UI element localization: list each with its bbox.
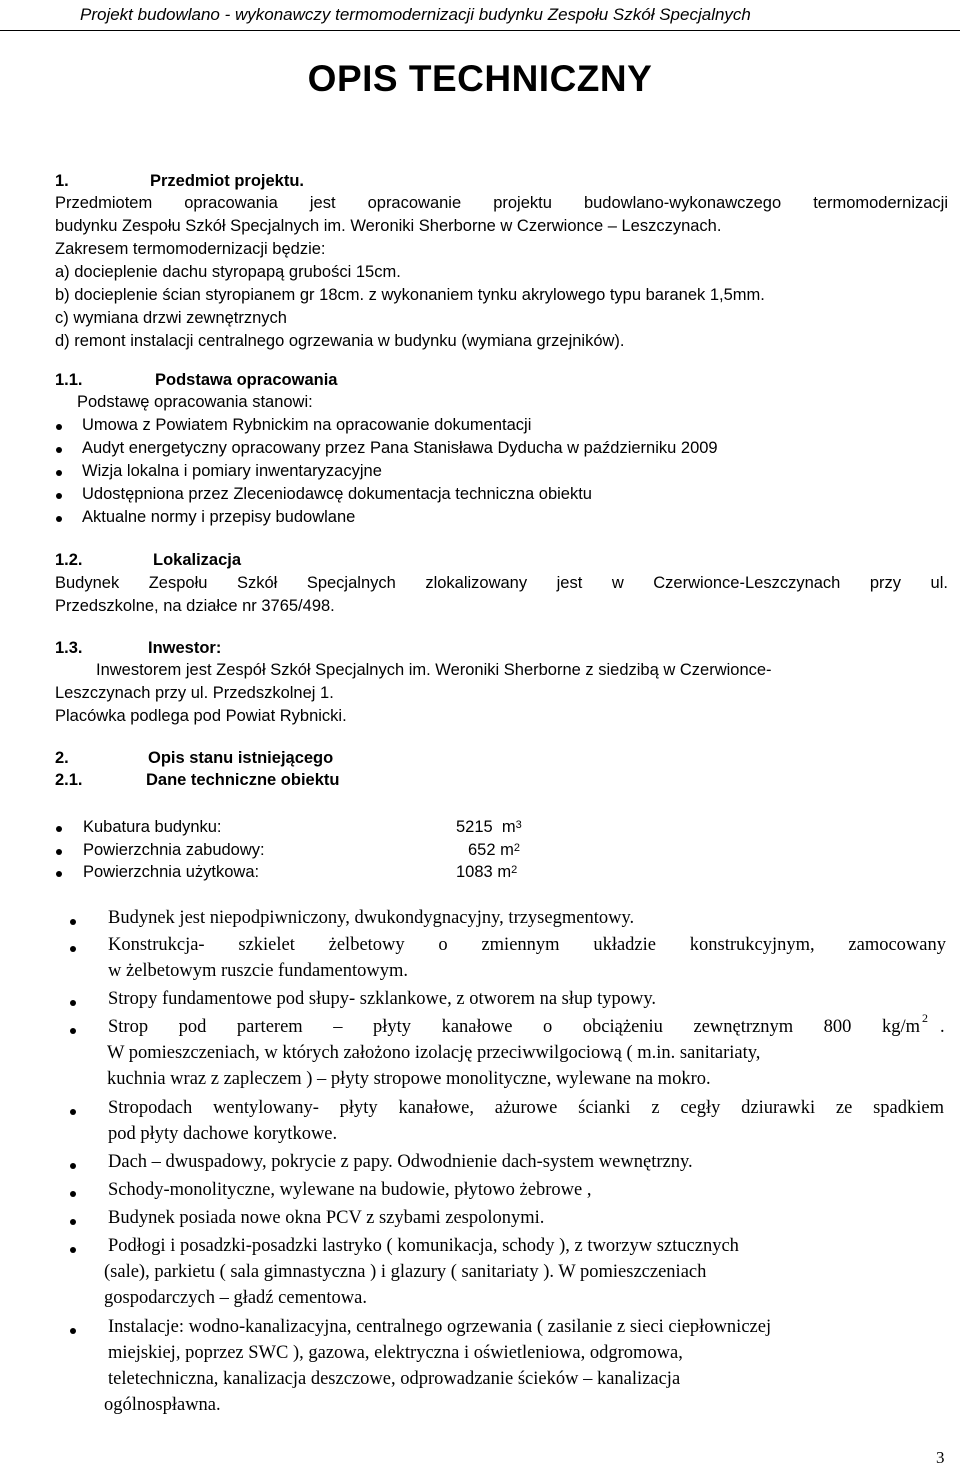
description-item: Strop pod parterem – płyty kanałowe o obciążeniu zewnętrznym 800 kg/m: [108, 1017, 920, 1037]
section-1-2-number: 1.2.: [55, 551, 83, 569]
bullet-icon: [70, 946, 76, 952]
section-1-3-line-3: Placówka podlega pod Powiat Rybnicki.: [55, 707, 347, 725]
description-item: Instalacje: wodno-kanalizacyjna, centralnego ogrzewania ( zasilanie z sieci ciepłowniczej: [108, 1317, 772, 1337]
description-item-continued: (sale), parkietu ( sala gimnastyczna ) i glazury ( sanitariaty ). W pomieszczeniach: [104, 1262, 707, 1282]
section-1-2-line-2: Przedszkolne, na działce nr 3765/498.: [55, 597, 335, 615]
basis-item: Aktualne normy i przepisy budowlane: [82, 508, 356, 526]
description-item-continued: w żelbetowym ruszcie fundamentowym.: [108, 961, 409, 981]
bullet-icon: [56, 424, 62, 430]
description-item: Budynek posiada nowe okna PCV z szybami zespolonymi.: [108, 1208, 545, 1228]
bullet-icon: [70, 1219, 76, 1225]
description-item: Dach – dwuspadowy, pokrycie z papy. Odwodnienie dach-system wewnętrzny.: [108, 1152, 693, 1172]
description-item-continued: pod płyty dachowe korytkowe.: [108, 1124, 338, 1144]
description-item-continued: kuchnia wraz z zapleczem ) – płyty stropowe monolityczne, wylewane na mokro.: [107, 1069, 711, 1089]
section-1-line-1: Przedmiotem opracowania jest opracowanie projektu budowlano-wykonawczego termomodernizacji: [55, 194, 948, 212]
description-item-continued: ogólnospławna.: [104, 1395, 221, 1415]
description-item-continued: gospodarczych – gładź cementowa.: [104, 1288, 368, 1308]
tech-data-value: 5215 $m^3$: [456, 818, 522, 836]
section-1-line-2: budynku Zespołu Szkół Specjalnych im. Weroniki Sherborne w Czerwionce – Leszczynach.: [55, 217, 722, 235]
bullet-icon: [56, 447, 62, 453]
description-item-continued: W pomieszczeniach, w których założono izolację przeciwwilgociową ( m.in. sanitariaty,: [107, 1043, 761, 1063]
section-1-2-line-1: Budynek Zespołu Szkół Specjalnych zlokalizowany jest w Czerwionce-Leszczynach przy ul.: [55, 574, 948, 592]
section-1-3-number: 1.3.: [55, 639, 83, 657]
section-1-1-number: 1.1.: [55, 371, 83, 389]
description-item: Stropodach wentylowany- płyty kanałowe, ażurowe ścianki z cegły dziurawki ze spadkiem: [108, 1098, 944, 1118]
section-1-1-heading: Podstawa opracowania: [155, 371, 338, 389]
scope-item: c) wymiana drzwi zewnętrznych: [55, 309, 287, 327]
scope-item: b) docieplenie ścian styropianem gr 18cm. z wykonaniem tynku akrylowego typu baranek 1,5mm.: [55, 286, 765, 304]
basis-item: Umowa z Powiatem Rybnickim na opracowanie dokumentacji: [82, 416, 532, 434]
bullet-icon: [70, 1328, 76, 1334]
tech-data-label: Kubatura budynku:: [83, 818, 222, 836]
bullet-icon: [70, 1028, 76, 1034]
bullet-icon: [56, 849, 62, 855]
bullet-icon: [70, 1191, 76, 1197]
section-1-1-intro: Podstawę opracowania stanowi:: [77, 393, 313, 411]
section-1-heading: Przedmiot projektu.: [150, 172, 305, 190]
description-item: Podłogi i posadzki-posadzki lastryko ( komunikacja, schody ), z tworzyw sztucznych: [108, 1236, 739, 1256]
description-item-continued: miejskiej, poprzez SWC ), gazowa, elektryczna i oświetleniowa, odgromowa,: [108, 1343, 683, 1363]
section-2-1-heading: Dane techniczne obiektu: [146, 771, 340, 789]
document-title: OPIS TECHNICZNY: [307, 58, 653, 99]
bullet-icon: [70, 1163, 76, 1169]
bullet-icon: [70, 1109, 76, 1115]
section-2-1-number: 2.1.: [55, 771, 83, 789]
section-1-3-heading: Inwestor:: [148, 639, 222, 657]
scope-item: d) remont instalacji centralnego ogrzewania w budynku (wymiana grzejników).: [55, 332, 625, 350]
tech-data-value: 1083 $m^2$: [456, 863, 518, 881]
description-item: Stropy fundamentowe pod słupy- szklankowe, z otworem na słup typowy.: [108, 989, 657, 1009]
tech-data-label: Powierzchnia użytkowa:: [83, 863, 260, 881]
page-header: Projekt budowlano - wykonawczy termomodernizacji budynku Zespołu Szkół Specjalnych: [0, 0, 960, 31]
superscript: 2: [922, 1011, 928, 1025]
section-1-3-line-2: Leszczynach przy ul. Przedszkolnej 1.: [55, 684, 334, 702]
bullet-icon: [70, 1247, 76, 1253]
page-number: 3: [936, 1448, 945, 1467]
tech-data-label: Powierzchnia zabudowy:: [83, 841, 265, 859]
bullet-icon: [56, 871, 62, 877]
basis-item: Wizja lokalna i pomiary inwentaryzacyjne: [82, 462, 382, 480]
section-2-heading: Opis stanu istniejącego: [148, 749, 334, 767]
scope-item: a) docieplenie dachu styropapą grubości 15cm.: [55, 263, 401, 281]
section-2-number: 2.: [55, 749, 69, 767]
section-1-line-3: Zakresem termomodernizacji będzie:: [55, 240, 326, 258]
basis-item: Audyt energetyczny opracowany przez Pana Stanisława Dyducha w październiku 2009: [82, 439, 718, 457]
description-item-continued: teletechniczna, kanalizacja deszczowe, odprowadzanie ścieków – kanalizacja: [108, 1369, 681, 1389]
tech-data-value: 652 $m^2$: [468, 841, 520, 859]
description-item: Budynek jest niepodpiwniczony, dwukondygnacyjny, trzysegmentowy.: [108, 908, 635, 928]
bullet-icon: [56, 516, 62, 522]
bullet-icon: [70, 1000, 76, 1006]
section-1-2-heading: Lokalizacja: [153, 551, 242, 569]
description-item: Schody-monolityczne, wylewane na budowie, płytowo żebrowe ,: [108, 1180, 592, 1200]
bullet-icon: [70, 919, 76, 925]
description-item: Konstrukcja- szkielet żelbetowy o zmiennym układzie konstrukcyjnym, zamocowany: [108, 935, 946, 955]
bullet-icon: [56, 470, 62, 476]
section-1-number: 1.: [55, 172, 69, 190]
bullet-icon: [56, 493, 62, 499]
bullet-icon: [56, 826, 62, 832]
basis-item: Udostępniona przez Zleceniodawcę dokumentacja techniczna obiektu: [82, 485, 592, 503]
sentence-period: .: [940, 1017, 945, 1037]
section-1-3-line-1: Inwestorem jest Zespół Szkół Specjalnych im. Weroniki Sherborne z siedzibą w Czerwionce-: [96, 661, 772, 679]
